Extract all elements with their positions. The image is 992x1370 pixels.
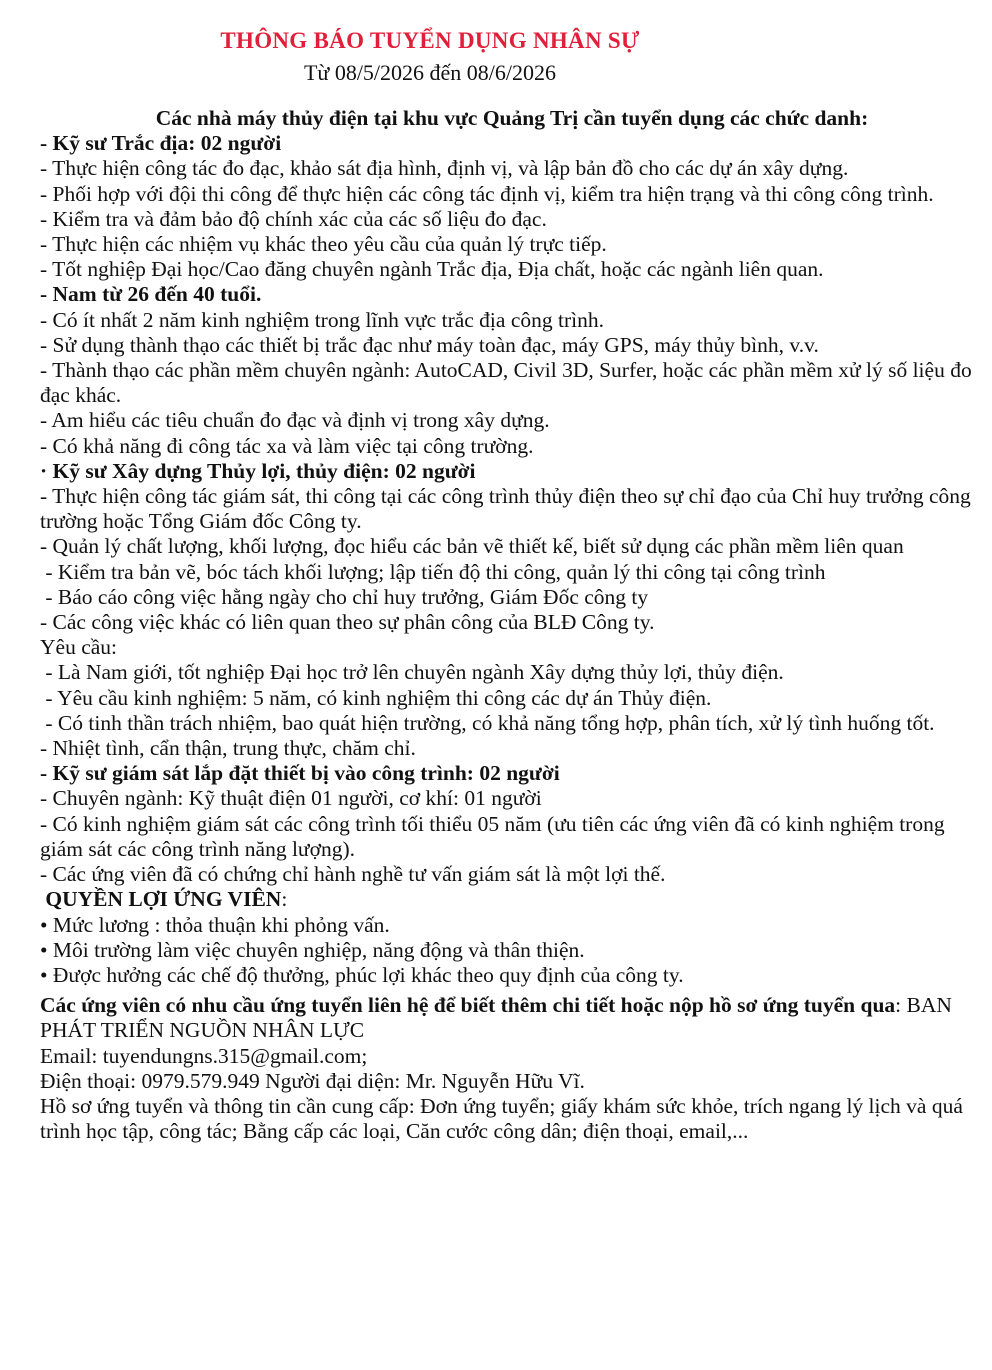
list-item: • Được hưởng các chế độ thưởng, phúc lợi khác theo quy định của công ty. xyxy=(40,962,684,987)
list-item: - Thành thạo các phần mềm chuyên ngành: AutoCAD, Civil 3D, Surfer, hoặc các phần mềm xử lý số liệu đo đạc khác. xyxy=(40,358,978,408)
announcement-body xyxy=(40,106,984,1144)
page-title: THÔNG BÁO TUYỂN DỤNG NHÂN SỰ xyxy=(220,28,640,53)
list-item: • Mức lương : thỏa thuận khi phỏng vấn. xyxy=(40,912,390,937)
list-item: - Có khả năng đi công tác xa và làm việc tại công trường. xyxy=(40,433,534,458)
list-item: - Tốt nghiệp Đại học/Cao đăng chuyên ngành Trắc địa, Địa chất, hoặc các ngành liên quan. xyxy=(40,257,824,282)
list-item: - Có tinh thần trách nhiệm, bao quát hiện trường, có khả năng tổng hợp, phân tích, xử lý tình huống tốt. xyxy=(40,710,935,735)
list-item: - Thực hiện các nhiệm vụ khác theo yêu cầu của quản lý trực tiếp. xyxy=(40,232,607,257)
list-item: - Kiểm tra bản vẽ, bóc tách khối lượng; lập tiến độ thi công, quản lý thi công tại công trình xyxy=(40,559,826,584)
contact-lead xyxy=(40,993,984,1043)
required-documents: Hồ sơ ứng tuyển và thông tin cần cung cấp: Đơn ứng tuyển; giấy khám sức khỏe, trích ngang lý lịch và quá trình học tập, công tác; Bằng cấp các loại, Căn cước công dân; điện thoại, email,... xyxy=(40,1093,969,1144)
list-item: - Quản lý chất lượng, khối lượng, đọc hiểu các bản vẽ thiết kế, biết sử dụng các phần mềm liên quan xyxy=(40,534,904,559)
intro-text: Các nhà máy thủy điện tại khu vực Quảng Trị cần tuyển dụng các chức danh: xyxy=(155,106,869,130)
benefits-heading-line xyxy=(40,887,984,912)
list-item: - Am hiểu các tiêu chuẩn đo đạc và định vị trong xây dựng. xyxy=(40,408,550,433)
benefits-heading: QUYỀN LỢI ỨNG VIÊN xyxy=(40,887,282,912)
contact-lead-bold: Các ứng viên có nhu cầu ứng tuyển liên hệ để biết thêm chi tiết hoặc nộp hồ sơ ứng tuyển qua xyxy=(40,993,896,1018)
list-item: - Có kinh nghiệm giám sát các công trình tối thiểu 05 năm (ưu tiên các ứng viên đã có kinh nghiệm trong giám sát các công trình năng lượng). xyxy=(40,811,950,861)
contact-phone: Điện thoại: 0979.579.949 Người đại diện: Mr. Nguyễn Hữu Vĩ. xyxy=(40,1068,585,1093)
benefits-colon: : xyxy=(281,887,288,912)
list-item: - Kiểm tra và đảm bảo độ chính xác của các số liệu đo đạc. xyxy=(40,206,547,231)
list-item: - Chuyên ngành: Kỹ thuật điện 01 người, cơ khí: 01 người xyxy=(40,786,542,811)
list-item: - Các ứng viên đã có chứng chỉ hành nghề tư vấn giám sát là một lợi thế. xyxy=(40,862,666,887)
age-requirement: - Nam từ 26 đến 40 tuổi. xyxy=(40,282,262,307)
list-item: - Phối hợp với đội thi công để thực hiện các công tác định vị, kiểm tra hiện trạng và thi công công trình. xyxy=(40,181,934,206)
list-item: - Có ít nhất 2 năm kinh nghiệm trong lĩnh vực trắc địa công trình. xyxy=(40,307,604,332)
contact-email: Email: tuyendungns.315@gmail.com; xyxy=(40,1043,368,1068)
list-item: - Báo cáo công việc hằng ngày cho chỉ huy trưởng, Giám Đốc công ty xyxy=(40,584,649,609)
list-item: - Nhiệt tình, cẩn thận, trung thực, chăm chỉ. xyxy=(40,736,416,761)
date-range: Từ 08/5/2026 đến 08/6/2026 xyxy=(303,60,557,85)
position-heading-hydro-engineer: · Kỹ sư Xây dựng Thủy lợi, thủy điện: 02 người xyxy=(40,458,476,483)
list-item: - Thực hiện công tác giám sát, thi công tại các công trình thủy điện theo sự chỉ đạo của Chỉ huy trưởng công trường hoặc Tổng Giám đốc Công ty. xyxy=(40,484,977,534)
list-item: - Các công việc khác có liên quan theo sự phân công của BLĐ Công ty. xyxy=(40,610,655,635)
list-item: • Môi trường làm việc chuyên nghiệp, năng động và thân thiện. xyxy=(40,937,585,962)
contact-department: : BAN PHÁT TRIỂN NGUỒN NHÂN LỰC xyxy=(40,993,958,1043)
position-heading-installation-supervisor: - Kỹ sư giám sát lắp đặt thiết bị vào công trình: 02 người xyxy=(40,761,560,786)
position-heading-surveyor: - Kỹ sư Trắc địa: 02 người xyxy=(40,131,282,156)
requirements-label: Yêu cầu: xyxy=(40,635,118,660)
list-item: - Thực hiện công tác đo đạc, khảo sát địa hình, định vị, và lập bản đồ cho các dự án xây dựng. xyxy=(40,156,849,181)
list-item: - Là Nam giới, tốt nghiệp Đại học trở lên chuyên ngành Xây dựng thủy lợi, thủy điện. xyxy=(40,660,784,685)
list-item: - Sử dụng thành thạo các thiết bị trắc đạc như máy toàn đạc, máy GPS, máy thủy bình, v.v. xyxy=(40,332,819,357)
list-item: - Yêu cầu kinh nghiệm: 5 năm, có kinh nghiệm thi công các dự án Thủy điện. xyxy=(40,685,712,710)
